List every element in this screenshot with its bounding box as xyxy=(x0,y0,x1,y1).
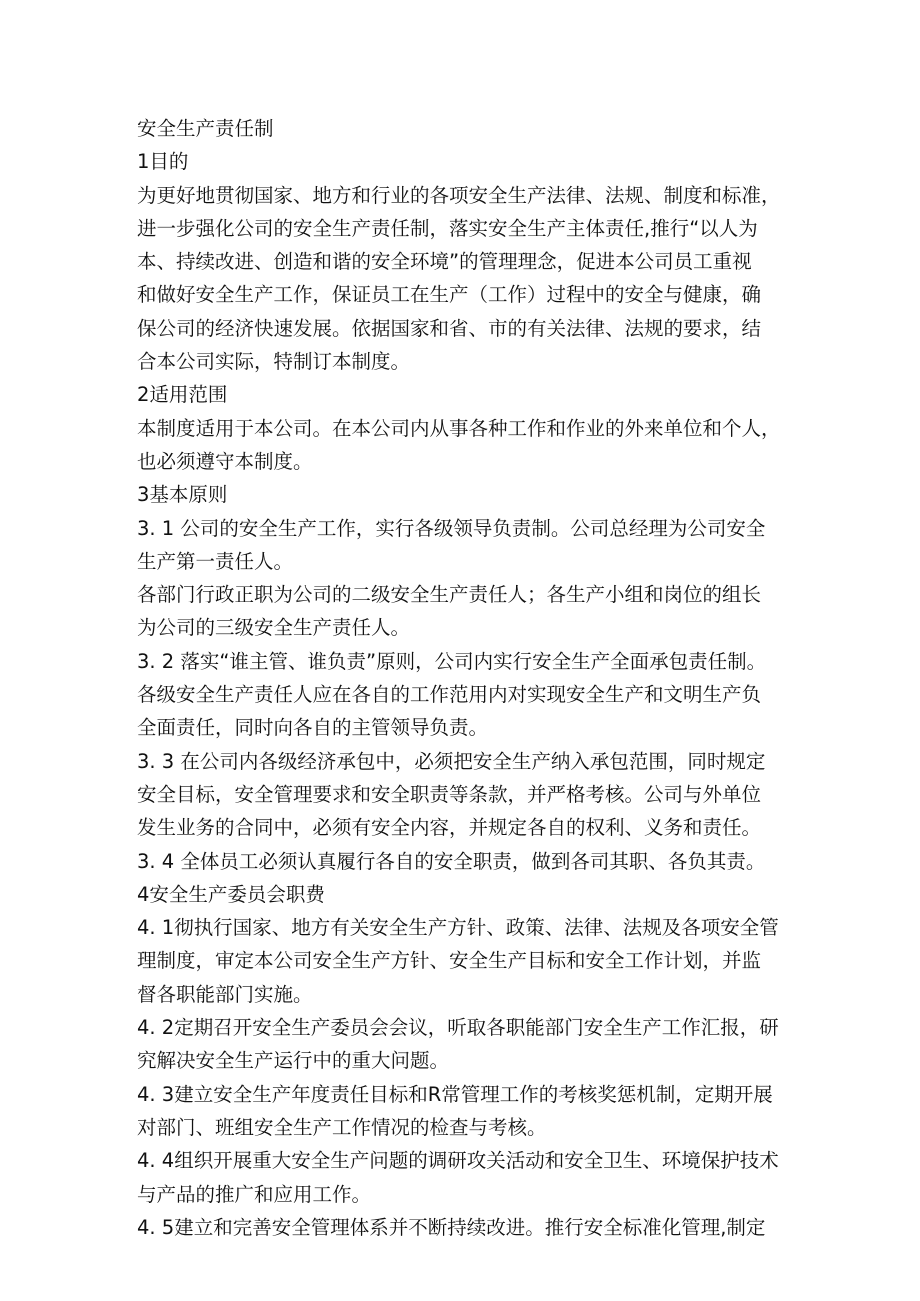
document-body xyxy=(137,112,797,1244)
section-heading-purpose: 1目的 xyxy=(137,150,189,174)
paragraph-line: 各部门行政正职为公司的二级安全生产责任人；各生产小组和岗位的组长 xyxy=(137,583,762,607)
paragraph-line: 为更好地贯彻国家、地方和行业的各项安全生产法律、法规、制度和标准， xyxy=(137,183,781,207)
paragraph-line: 全面责任，同时向各自的主管领导负责。 xyxy=(137,716,489,740)
document-title: 安全生产责任制 xyxy=(137,117,274,140)
clause-line: 4. 3建立安全生产年度责任目标和R常管理工作的考核奖惩机制，定期开展 xyxy=(137,1082,773,1106)
clause-line: 4. 4组织开展重大安全生产问题的调研攻关活动和安全卫生、环境保护技术 xyxy=(137,1149,779,1173)
paragraph-line: 对部门、班组安全生产工作情况的检查与考核。 xyxy=(137,1115,547,1139)
paragraph-line: 进一步强化公司的安全生产责任制，落实安全生产主体责任,推行“以人为 xyxy=(137,216,758,240)
section-heading-principles: 3基本原则 xyxy=(137,483,228,507)
paragraph-line: 与产品的推广和应用工作。 xyxy=(137,1182,372,1206)
paragraph-line: 本、持续改进、创造和谐的安全环境”的管理理念，促进本公司员工重视 xyxy=(137,250,752,274)
paragraph-line: 安全目标，安全管理要求和安全职责等条款，并严格考核。公司与外单位 xyxy=(137,782,762,806)
paragraph-line: 也必须遵守本制度。 xyxy=(137,449,313,473)
clause-line: 3. 3 在公司内各级经济承包中，必须把安全生产纳入承包范围，同时规定 xyxy=(137,749,766,773)
section-heading-committee: 4安全生产委员会职费 xyxy=(137,882,325,906)
clause-line: 4. 5建立和完善安全管理体系并不断持续改进。推行安全标准化管理,制定 xyxy=(137,1215,766,1239)
paragraph-line: 各级安全生产责任人应在各自的工作范用内对实现安全生产和文明生产负 xyxy=(137,683,762,707)
paragraph-line: 本制度适用于本公司。在本公司内从事各种工作和作业的外来单位和个人， xyxy=(137,416,781,440)
paragraph-line: 生产第一责任人。 xyxy=(137,549,294,573)
paragraph-line: 发生业务的合同中，必须有安全内容，并规定各自的权利、义务和责任。 xyxy=(137,816,762,840)
clause-line: 3. 1 公司的安全生产工作，实行各级领导负责制。公司总经理为公司安全 xyxy=(137,516,766,540)
section-heading-scope: 2适用范围 xyxy=(137,383,228,407)
clause-line: 3. 2 落实“谁主管、谁负责”原则，公司内实行安全生产全面承包责任制。 xyxy=(137,649,767,673)
paragraph-line: 督各职能部门实施。 xyxy=(137,982,313,1006)
paragraph-line: 为公司的三级安全生产责任人。 xyxy=(137,616,411,640)
clause-line: 3. 4 全体员工必须认真履行各自的安全职责，做到各司其职、各负其责。 xyxy=(137,849,766,873)
clause-line: 4. 2定期召开安全生产委员会会议，听取各职能部门安全生产工作汇报，研 xyxy=(137,1016,779,1040)
clause-line: 4. 1彻执行国家、地方有关安全生产方针、政策、法律、法规及各项安全管 xyxy=(137,916,779,940)
paragraph-line: 和做好安全生产工作，保证员工在生产（工作）过程中的安全与健康，确 xyxy=(137,283,762,307)
paragraph-line: 保公司的经济快速发展。依据国家和省、市的有关法律、法规的要求，结 xyxy=(137,316,762,340)
paragraph-line: 理制度，审定本公司安全生产方针、安全生产目标和安全工作计划，并监 xyxy=(137,949,762,973)
paragraph-line: 合本公司实际，特制订本制度。 xyxy=(137,350,411,374)
paragraph-line: 究解决安全生产运行中的重大问题。 xyxy=(137,1049,450,1073)
